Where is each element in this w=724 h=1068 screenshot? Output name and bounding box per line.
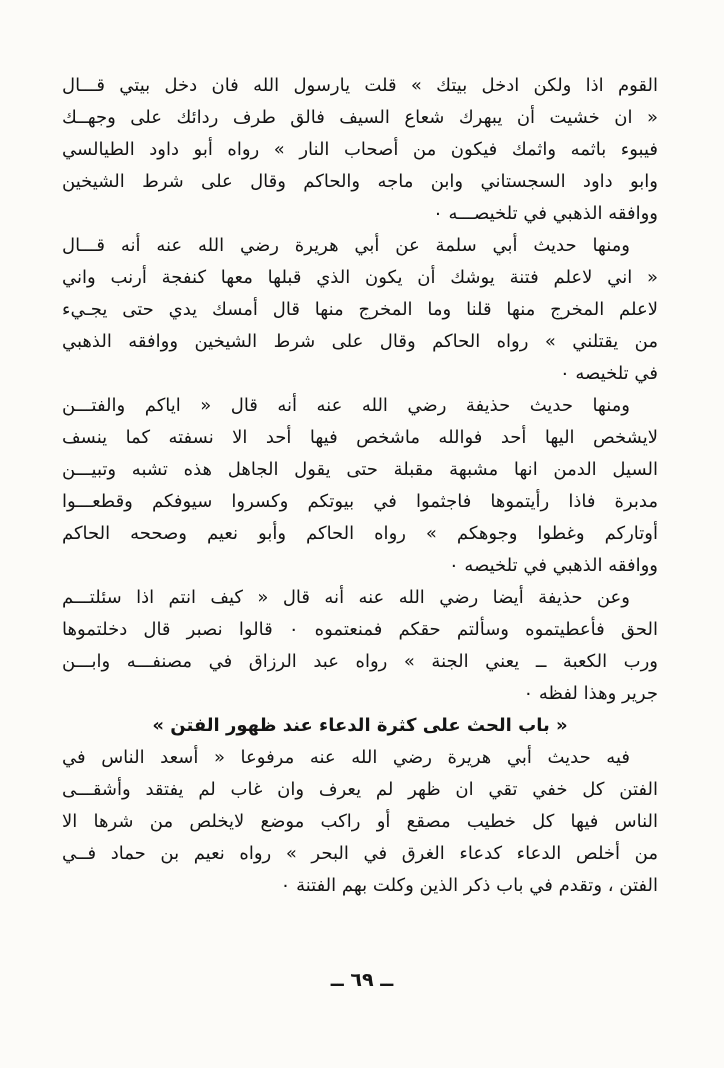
paragraph: [62, 390, 658, 582]
text-line: في تلخيصه ٠: [559, 363, 658, 384]
text-line: الفتن ، وتقدم في باب ذكر الذين وكلت بهم الفتنة ٠: [280, 875, 658, 896]
text-line: لاعلم المخرج منها قلنا وما المخرج منها قال أمسك يدي حتى يجـيء: [62, 299, 658, 320]
text-line: الناس فيها كل خطيب مصقع أو راكب موضع لايخلص من شرها الا: [62, 811, 658, 832]
paragraph: [62, 742, 658, 902]
text-line: ومنها حديث أبي سلمة عن أبي هريرة رضي الله عنه أنه قـــال: [62, 235, 630, 256]
text-line: فيبوء باثمه واثمك فيكون من أصحاب النار » رواه أبو داود الطيالسي: [62, 139, 658, 160]
text-line: « اني لاعلم فتنة يوشك أن يكون الذي قبلها معها كنفجة أرنب واني: [62, 267, 658, 288]
text-line: وابو داود السجستاني وابن ماجه والحاكم وقال على شرط الشيخين: [62, 171, 658, 192]
text-line: « ان خشيت أن يبهرك شعاع السيف فالق طرف ردائك على وجهــك: [62, 107, 658, 128]
paragraph: [62, 230, 658, 390]
text-line: ورب الكعبة ــ يعني الجنة » رواه عبد الرزاق في مصنفـــه وابـــن: [62, 651, 658, 672]
text-line: الحق فأعطيتموه وسألتم حقكم فمنعتموه ٠ قالوا نصبر قال دخلتموها: [62, 619, 659, 640]
heading-line: « باب الحث على كثرة الدعاء عند ظهور الفتن »: [152, 715, 568, 736]
paragraph: [62, 70, 658, 230]
text-line: وعن حذيفة أيضا رضي الله عنه أنه قال « كيف انتم اذا سئلتـــم: [62, 587, 630, 608]
paragraph: [62, 582, 658, 710]
text-line: القوم اذا ولكن ادخل بيتك » قلت يارسول الله فان دخل بيتي قـــال: [62, 75, 658, 96]
text-line: من يقتلني » رواه الحاكم وقال على شرط الشيخين ووافقه الذهبي: [62, 331, 658, 352]
text-line: ووافقه الذهبي في تلخيصه ٠: [448, 555, 658, 576]
text-line: السيل الدمن انها مشبهة مقبلة حتى يقول الجاهل هذه تشبه وتبيـــن: [62, 459, 658, 480]
text-line: الفتن كل خفي تقي ان ظهر لم يعرف وان غاب لم يفتقد وأشقـــى: [62, 779, 658, 800]
page-text: [62, 70, 658, 902]
text-line: فيه حديث أبي هريرة رضي الله عنه مرفوعا « أسعد الناس في: [62, 747, 630, 768]
text-line: لايشخص اليها أحد فوالله ماشخص فيها أحد الا نسفته كما ينسف: [62, 427, 658, 448]
text-line: من أخلص الدعاء كدعاء الغرق في البحر » رواه نعيم بن حماد فــي: [62, 843, 658, 864]
text-line: مدبرة فاذا رأيتموها فاجثموا في بيوتكم وكسروا سيوفكم وقطعـــوا: [62, 491, 658, 512]
text-line: أوتاركم وغطوا وجوهكم » رواه الحاكم وأبو نعيم وصححه الحاكم: [62, 523, 658, 544]
text-line: ومنها حديث حذيفة رضي الله عنه أنه قال « اياكم والفتـــن: [62, 395, 630, 416]
page-number: ــ ٦٩ ــ: [330, 969, 394, 991]
section-heading: [62, 710, 658, 742]
text-line: جرير وهذا لفظه ٠: [523, 683, 658, 704]
text-line: ووافقه الذهبي في تلخيصـــه ٠: [433, 203, 658, 224]
